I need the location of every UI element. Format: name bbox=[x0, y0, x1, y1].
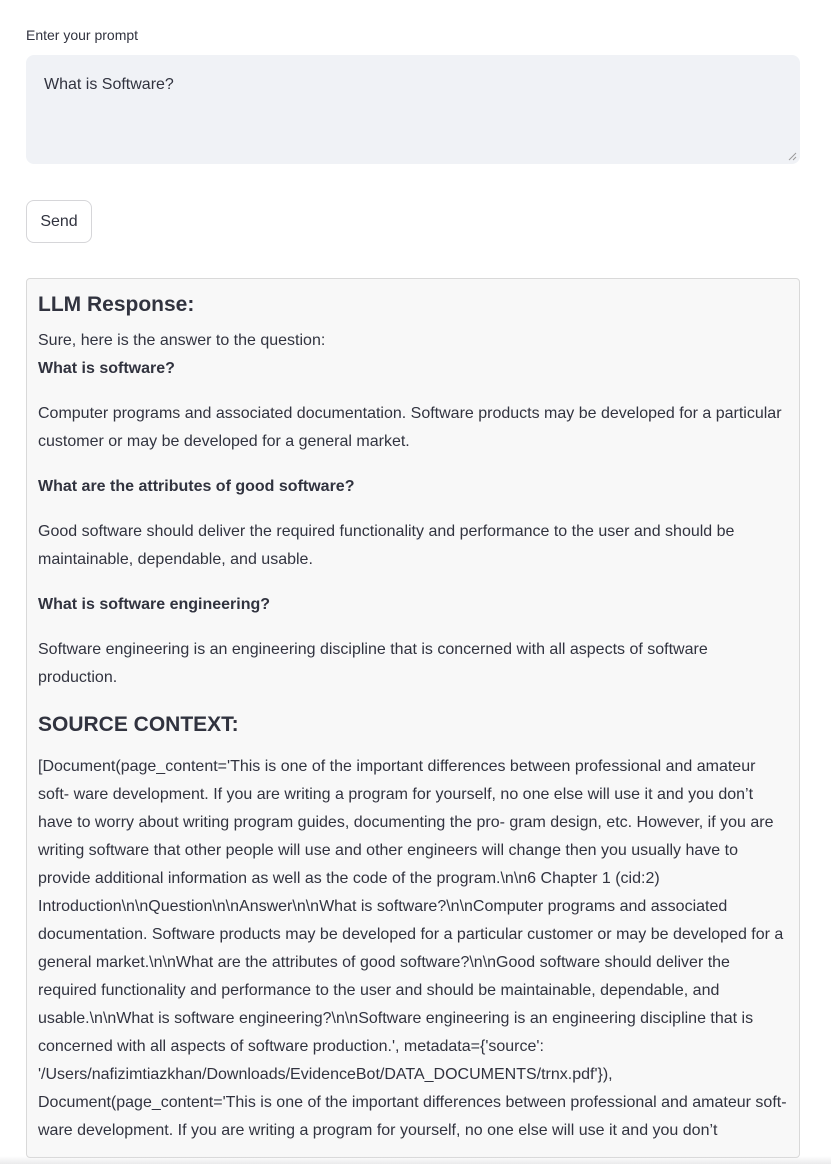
prompt-label: Enter your prompt bbox=[26, 27, 139, 43]
qa-answer: Computer programs and associated documentation. Software products may be developed for a particular customer or may be developed for a general market. bbox=[38, 405, 782, 450]
qa-question: What are the attributes of good software? bbox=[38, 478, 355, 495]
qa-answer: Good software should deliver the required functionality and performance to the user and should be maintainable, dependable, and usable. bbox=[38, 523, 735, 568]
qa-question: What is software? bbox=[38, 360, 175, 377]
prompt-textarea-container[interactable] bbox=[26, 55, 800, 164]
bottom-fade bbox=[0, 1156, 831, 1164]
source-context-heading: SOURCE CONTEXT: bbox=[38, 713, 239, 736]
resize-grip-icon[interactable] bbox=[787, 151, 797, 161]
send-button[interactable]: Send bbox=[26, 200, 92, 243]
prompt-textarea[interactable] bbox=[27, 56, 799, 163]
llm-response-heading: LLM Response: bbox=[38, 293, 195, 316]
response-intro: Sure, here is the answer to the question: bbox=[38, 332, 326, 349]
qa-answer: Software engineering is an engineering discipline that is concerned with all aspects of software production. bbox=[38, 641, 708, 686]
source-context-text: [Document(page_content='This is one of the important differences between professional and amateur soft- ware development. If you are writing a program for yourself, no one else will use it and you don’t have to worry about writing program guides, documenting the pro- gram design, etc. However, if you are writing software that other people will use and other engineers will change then you usually have to provide additional information as well as the code of the program.\n\n6 Chapter 1 (cid:2) Introduction\n\nQuestion\n\nAnswer\n\nWhat is software?\n\nComputer programs and associated documentation. Software products may be developed for a particular customer or may be developed for a general market.\n\nWhat are the attributes of good software?\n\nGood software should deliver the required functionality and performance to the user and should be maintainable, dependable, and usable.\n\nWhat is software engineering?\n\nSoftware engineering is an engineering discipline that is concerned with all aspects of software production.', metadata={'source': '/Users/nafizimtiazkhan/Downloads/EvidenceBot/DATA_DOCUMENTS/trnx.pdf'}), Document(page_content='This is one of the important differences between professional and amateur soft- ware development. If you are writing a program for yourself, no one else will use it and you don’t bbox=[38, 758, 787, 1139]
qa-question: What is software engineering? bbox=[38, 596, 271, 613]
llm-response-panel bbox=[26, 278, 800, 1158]
